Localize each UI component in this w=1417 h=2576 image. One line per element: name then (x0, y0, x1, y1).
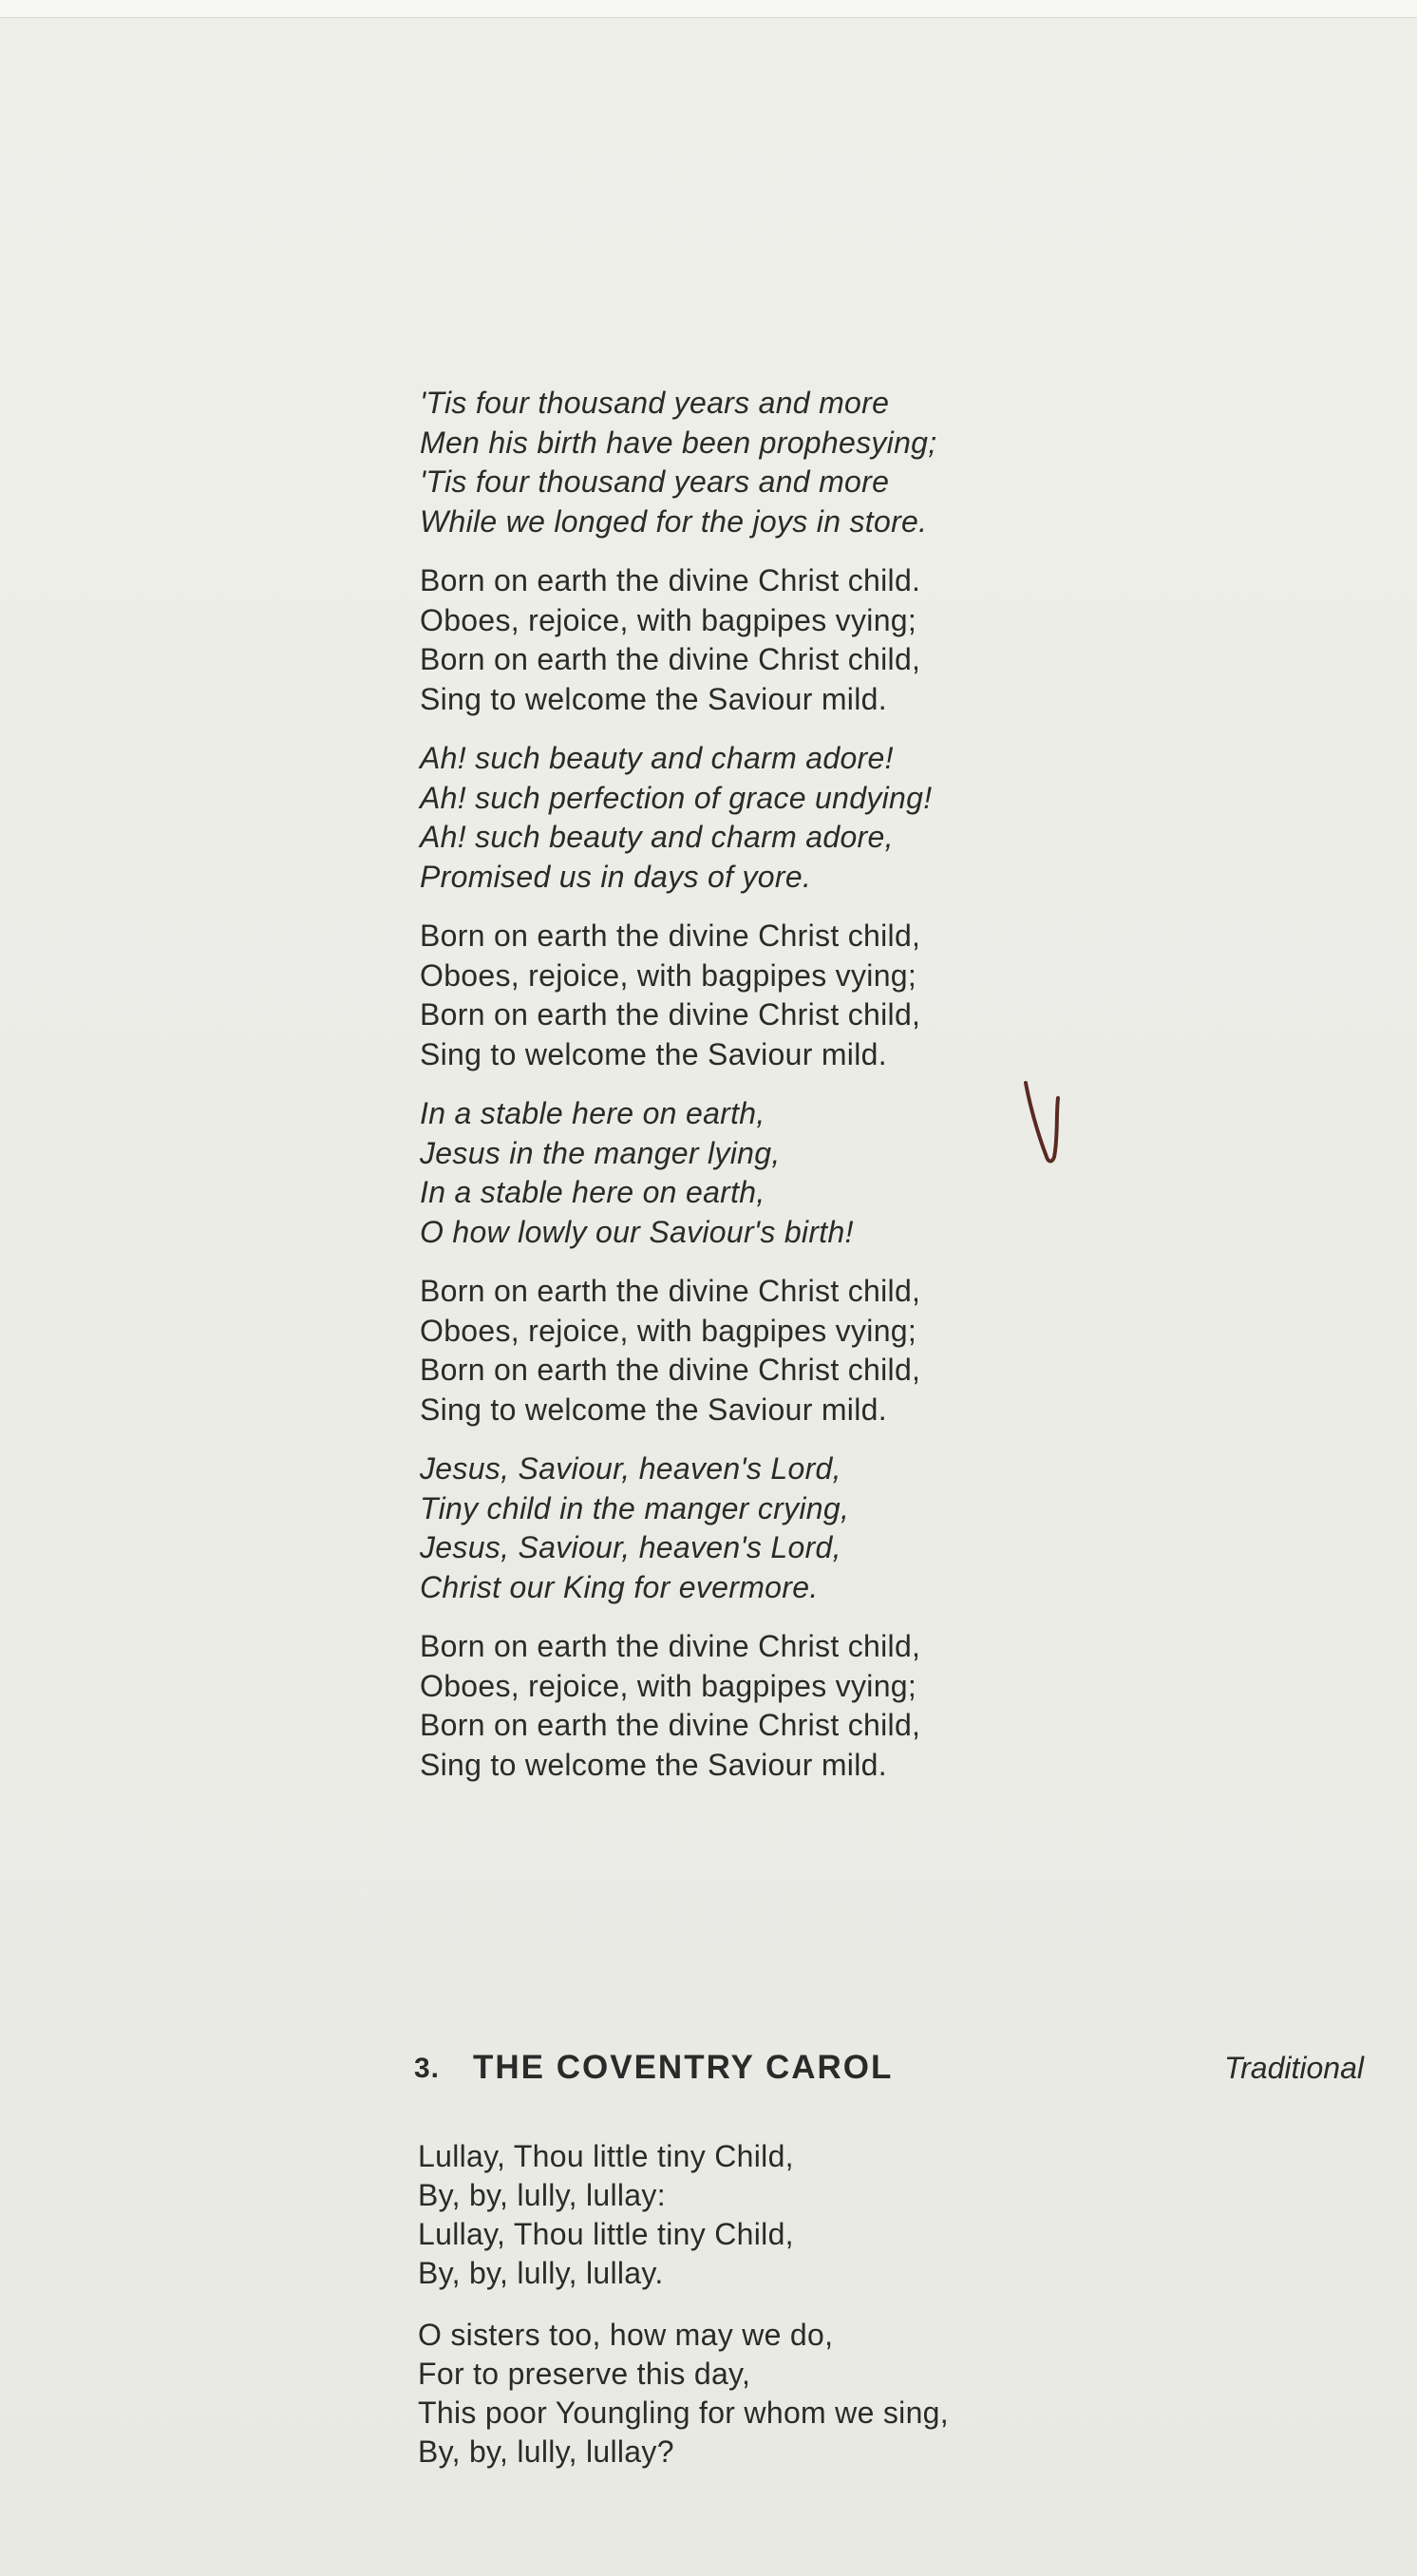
stanza-1 (418, 2137, 1083, 2293)
lyric-line: Jesus, Saviour, heaven's Lord, (420, 1451, 841, 1486)
lyric-line: By, by, lully, lullay? (418, 2434, 674, 2469)
lyric-line: Born on earth the divine Christ child, (420, 919, 921, 953)
song-attribution: Traditional (1223, 2051, 1364, 2085)
page-top-edge (0, 0, 1417, 18)
stanza-2 (418, 2316, 1083, 2472)
lyric-line: 'Tis four thousand years and more (420, 386, 890, 420)
lyric-line: While we longed for the joys in store. (420, 503, 928, 539)
lyric-line: Born on earth the divine Christ child, (420, 1629, 921, 1663)
stanza-2 (420, 561, 1066, 719)
lyric-line: In a stable here on earth, (420, 1096, 765, 1130)
lyric-line: Christ our King for evermore. (420, 1569, 819, 1604)
lyric-line: Oboes, rejoice, with bagpipes vying; (420, 957, 917, 993)
lyric-line: Sing to welcome the Saviour mild. (420, 1392, 887, 1427)
lyric-line: For to preserve this day, (418, 2357, 751, 2391)
lyric-line: Lullay, Thou little tiny Child, (418, 2139, 794, 2173)
lyric-line: Born on earth the divine Christ child. (420, 563, 921, 597)
lyric-line: Ah! such beauty and charm adore, (420, 820, 894, 854)
song-title: THE COVENTRY CAROL (473, 2049, 894, 2086)
lyric-line: Lullay, Thou little tiny Child, (418, 2217, 794, 2251)
lyric-line: Ah! such beauty and charm adore! (420, 741, 894, 775)
lyric-line: Born on earth the divine Christ child, (420, 997, 921, 1032)
song-number: 3. (414, 2053, 441, 2084)
lyric-line: Oboes, rejoice, with bagpipes vying; (420, 1313, 917, 1348)
lyric-line: Born on earth the divine Christ child, (420, 1708, 921, 1742)
lyric-line: Tiny child in the manger crying, (420, 1490, 850, 1525)
lyric-line: Men his birth have been prophesying; (420, 425, 937, 460)
pen-check-mark (1020, 1075, 1077, 1170)
lyric-line: Jesus, Saviour, heaven's Lord, (420, 1530, 841, 1564)
stanza-3 (420, 739, 1066, 897)
lyric-line: 'Tis four thousand years and more (420, 464, 890, 499)
stanza-7 (420, 1449, 1066, 1607)
lyric-line: Born on earth the divine Christ child, (420, 1353, 921, 1387)
lyric-line: Oboes, rejoice, with bagpipes vying; (420, 602, 917, 637)
lyric-line: Sing to welcome the Saviour mild. (420, 681, 887, 716)
lyric-line: By, by, lully, lullay. (418, 2256, 664, 2290)
lyric-line: O how lowly our Saviour's birth! (420, 1214, 854, 1249)
lyric-line: By, by, lully, lullay: (418, 2178, 666, 2212)
coventry-carol-lyrics (418, 2137, 1083, 2494)
carol-lyrics (420, 384, 1066, 1805)
lyric-line: Jesus in the manger lying, (420, 1135, 781, 1170)
lyric-line: Sing to welcome the Saviour mild. (420, 1036, 887, 1071)
lyric-line: Sing to welcome the Saviour mild. (420, 1747, 887, 1782)
stanza-1 (420, 384, 1066, 541)
lyric-line: Born on earth the divine Christ child, (420, 642, 921, 676)
lyric-line: O sisters too, how may we do, (418, 2318, 834, 2352)
stanza-4 (420, 917, 1066, 1074)
lyric-line: Oboes, rejoice, with bagpipes vying; (420, 1668, 917, 1703)
song-heading (414, 2049, 1364, 2096)
lyric-line: Born on earth the divine Christ child, (420, 1274, 921, 1308)
lyric-line: Promised us in days of yore. (420, 859, 812, 894)
lyric-line: This poor Youngling for whom we sing, (418, 2396, 949, 2430)
stanza-6 (420, 1272, 1066, 1430)
lyric-line: In a stable here on earth, (420, 1175, 765, 1209)
stanza-5 (420, 1094, 1066, 1252)
lyric-line: Ah! such perfection of grace undying! (420, 780, 933, 815)
stanza-8 (420, 1627, 1066, 1785)
